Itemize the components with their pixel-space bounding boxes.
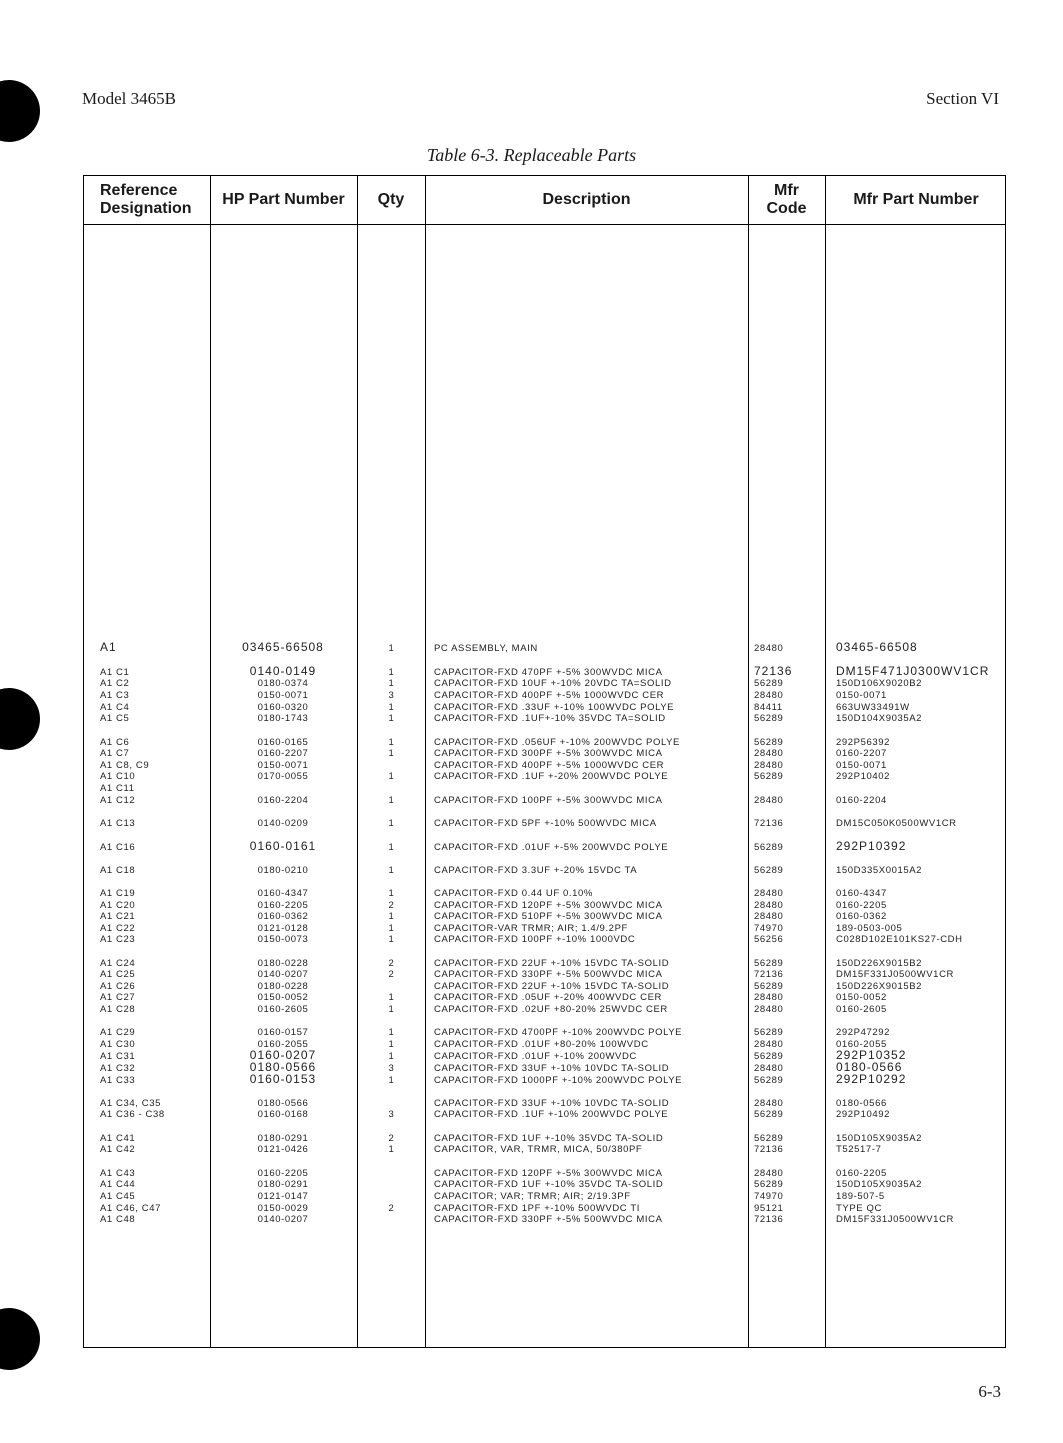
table-cell-ref: A1 C1 xyxy=(100,667,130,678)
table-cell-qty: 2 xyxy=(388,900,395,911)
table-cell-desc: CAPACITOR-FXD 1UF +-10% 35VDC TA-SOLID xyxy=(434,1179,664,1190)
table-cell-hp: 0150-0073 xyxy=(257,934,309,945)
table-cell-hp: 0140-0207 xyxy=(257,969,309,980)
table-cell-code: 56289 xyxy=(754,737,784,748)
table-cell-mfr: 292P10492 xyxy=(836,1109,891,1120)
table-cell-hp: 0160-0157 xyxy=(257,1027,309,1038)
table-cell-qty: 1 xyxy=(388,865,395,876)
table-cell-qty: 1 xyxy=(388,923,395,934)
table-cell-code: 56289 xyxy=(754,713,784,724)
table-cell-hp: 03465-66508 xyxy=(242,640,324,654)
table-cell-desc: CAPACITOR-FXD .05UF +-20% 400WVDC CER xyxy=(434,992,662,1003)
table-cell-desc: CAPACITOR-FXD 22UF +-10% 15VDC TA-SOLID xyxy=(434,958,670,969)
table-cell-ref: A1 C31 xyxy=(100,1051,136,1062)
table-cell-desc: CAPACITOR-FXD .33UF +-10% 100WVDC POLYE xyxy=(434,702,675,713)
table-cell-hp: 0121-0426 xyxy=(257,1144,309,1155)
table-cell-hp: 0160-0362 xyxy=(257,911,309,922)
table-cell-ref: A1 C25 xyxy=(100,969,136,980)
table-cell-mfr: DM15F331J0500WV1CR xyxy=(836,969,954,980)
table-cell-desc: CAPACITOR-FXD 4700PF +-10% 200WVDC POLYE xyxy=(434,1027,683,1038)
table-cell-code: 56289 xyxy=(754,1133,784,1144)
table-cell-desc: CAPACITOR-FXD .1UF +-10% 200WVDC POLYE xyxy=(434,1109,669,1120)
table-cell-qty: 1 xyxy=(388,1075,395,1086)
table-cell-code: 56256 xyxy=(754,934,784,945)
table-cell-code: 28480 xyxy=(754,748,784,759)
table-cell-mfr: 0160-2605 xyxy=(836,1004,887,1015)
table-cell-code: 56289 xyxy=(754,1109,784,1120)
table-cell-qty: 3 xyxy=(388,1109,395,1120)
table-cell-mfr: 292P10392 xyxy=(836,839,907,853)
table-cell-code: 56289 xyxy=(754,865,784,876)
table-cell-qty: 1 xyxy=(388,934,395,945)
header-hp-part-number: HP Part Number xyxy=(222,191,345,208)
table-cell-ref: A1 C32 xyxy=(100,1063,136,1074)
table-cell-desc: CAPACITOR-FXD 330PF +-5% 500WVDC MICA xyxy=(434,969,663,980)
table-cell-qty: 3 xyxy=(388,1063,395,1074)
header-reference-designation: Reference Designation xyxy=(100,182,192,217)
table-cell-hp: 0180-0291 xyxy=(257,1179,309,1190)
table-cell-desc: CAPACITOR-FXD 100PF +-10% 1000VDC xyxy=(434,934,636,945)
table-cell-ref: A1 C29 xyxy=(100,1027,136,1038)
table-cell-qty: 1 xyxy=(388,795,395,806)
table-cell-mfr: 0160-2207 xyxy=(836,748,887,759)
table-cell-mfr: 0150-0071 xyxy=(836,760,887,771)
table-cell-code: 28480 xyxy=(754,1063,784,1074)
table-cell-hp: 0150-0052 xyxy=(257,992,309,1003)
table-cell-qty: 1 xyxy=(388,702,395,713)
table-cell-hp: 0160-2205 xyxy=(257,1168,309,1179)
table-cell-code: 72136 xyxy=(754,1144,784,1155)
table-cell-code: 28480 xyxy=(754,900,784,911)
table-cell-desc: CAPACITOR-FXD .02UF +80-20% 25WVDC CER xyxy=(434,1004,668,1015)
table-cell-hp: 0150-0029 xyxy=(257,1203,309,1214)
header-mfr-code: Mfr Code xyxy=(766,182,807,217)
table-cell-desc: CAPACITOR-FXD 1PF +-10% 500WVDC TI xyxy=(434,1203,640,1214)
header-mfr-part-number: Mfr Part Number xyxy=(853,191,979,208)
table-cell-ref: A1 C48 xyxy=(100,1214,136,1225)
table-cell-mfr: T52517-7 xyxy=(836,1144,882,1155)
table-cell-desc: CAPACITOR-FXD .1UF +-20% 200WVDC POLYE xyxy=(434,771,669,782)
table-cell-mfr: DM15C050K0500WV1CR xyxy=(836,818,957,829)
table-cell-ref: A1 C33 xyxy=(100,1075,136,1086)
table-cell-mfr: 150D104X9035A2 xyxy=(836,713,923,724)
table-cell-hp: 0140-0149 xyxy=(249,664,317,678)
table-cell-desc: CAPACITOR, VAR, TRMR, MICA, 50/380PF xyxy=(434,1144,643,1155)
table-cell-qty: 3 xyxy=(388,690,395,701)
table-cell-desc: CAPACITOR-FXD 510PF +-5% 300WVDC MICA xyxy=(434,911,663,922)
table-cell-hp: 0160-0168 xyxy=(257,1109,309,1120)
table-cell-hp: 0160-2205 xyxy=(257,900,309,911)
table-cell-qty: 1 xyxy=(388,818,395,829)
table-cell-qty: 2 xyxy=(388,969,395,980)
table-cell-qty: 1 xyxy=(388,678,395,689)
table-cell-ref: A1 C4 xyxy=(100,702,130,713)
column-divider xyxy=(748,176,749,1347)
table-cell-code: 56289 xyxy=(754,958,784,969)
table-cell-desc: CAPACITOR-FXD 300PF +-5% 300WVDC MICA xyxy=(434,748,663,759)
table-cell-qty: 1 xyxy=(388,911,395,922)
table-cell-desc: CAPACITOR-FXD 1UF +-10% 35VDC TA-SOLID xyxy=(434,1133,664,1144)
table-cell-desc: CAPACITOR-FXD 100PF +-5% 300WVDC MICA xyxy=(434,795,663,806)
table-cell-qty: 1 xyxy=(388,888,395,899)
table-cell-mfr: 189-0503-005 xyxy=(836,923,903,934)
table-cell-desc: CAPACITOR-FXD 330PF +-5% 500WVDC MICA xyxy=(434,1214,663,1225)
table-cell-mfr: DM15F331J0500WV1CR xyxy=(836,1214,954,1225)
table-cell-ref: A1 C21 xyxy=(100,911,136,922)
table-cell-desc: CAPACITOR-FXD .056UF +-10% 200WVDC POLYE xyxy=(434,737,680,748)
table-cell-code: 28480 xyxy=(754,1098,784,1109)
table-cell-desc: CAPACITOR-FXD .1UF+-10% 35VDC TA=SOLID xyxy=(434,713,666,724)
table-cell-ref: A1 C10 xyxy=(100,771,136,782)
table-cell-qty: 1 xyxy=(388,748,395,759)
table-cell-hp: 0180-1743 xyxy=(257,713,309,724)
table-cell-ref: A1 C23 xyxy=(100,934,136,945)
table-cell-hp: 0160-0153 xyxy=(249,1072,317,1086)
table-cell-ref: A1 C43 xyxy=(100,1168,136,1179)
column-divider xyxy=(425,176,426,1347)
table-cell-qty: 1 xyxy=(388,667,395,678)
table-cell-ref: A1 xyxy=(100,640,117,654)
binder-hole-bottom xyxy=(0,1308,40,1370)
table-cell-code: 28480 xyxy=(754,992,784,1003)
table-cell-mfr: C028D102E101KS27-CDH xyxy=(836,934,963,945)
table-cell-code: 72136 xyxy=(754,1214,784,1225)
table-cell-qty: 1 xyxy=(388,1051,395,1062)
table-cell-code: 28480 xyxy=(754,911,784,922)
table-cell-qty: 1 xyxy=(388,1039,395,1050)
table-cell-ref: A1 C30 xyxy=(100,1039,136,1050)
table-cell-ref: A1 C3 xyxy=(100,690,130,701)
table-cell-ref: A1 C6 xyxy=(100,737,130,748)
table-cell-hp: 0180-0374 xyxy=(257,678,309,689)
table-cell-qty: 1 xyxy=(388,737,395,748)
header-description: Description xyxy=(542,191,631,208)
table-title: Table 6-3. Replaceable Parts xyxy=(426,145,637,165)
table-cell-hp: 0121-0128 xyxy=(257,923,309,934)
table-cell-hp: 0160-2605 xyxy=(257,1004,309,1015)
table-cell-code: 72136 xyxy=(754,818,784,829)
table-cell-desc: CAPACITOR-FXD 10UF +-10% 20VDC TA=SOLID xyxy=(434,678,672,689)
table-cell-mfr: 292P47292 xyxy=(836,1027,891,1038)
table-cell-hp: 0180-0566 xyxy=(257,1098,309,1109)
table-cell-mfr: 03465-66508 xyxy=(836,640,918,654)
table-cell-desc: CAPACITOR-FXD 3.3UF +-20% 15VDC TA xyxy=(434,865,638,876)
table-cell-qty: 1 xyxy=(388,1144,395,1155)
table-cell-mfr: 150D226X9015B2 xyxy=(836,981,923,992)
table-cell-code: 72136 xyxy=(754,969,784,980)
table-cell-mfr: 150D106X9020B2 xyxy=(836,678,923,689)
table-cell-desc: CAPACITOR-FXD .01UF +-5% 200WVDC POLYE xyxy=(434,842,669,853)
table-cell-mfr: 0180-0566 xyxy=(836,1098,887,1109)
table-cell-desc: CAPACITOR-FXD 33UF +-10% 10VDC TA-SOLID xyxy=(434,1063,670,1074)
table-cell-mfr: TYPE QC xyxy=(836,1203,882,1214)
table-cell-qty: 1 xyxy=(388,771,395,782)
table-cell-mfr: 0160-2204 xyxy=(836,795,887,806)
table-cell-mfr: 0180-0566 xyxy=(836,1060,903,1074)
table-cell-code: 95121 xyxy=(754,1203,784,1214)
table-cell-ref: A1 C2 xyxy=(100,678,130,689)
table-cell-hp: 0180-0228 xyxy=(257,981,309,992)
table-cell-code: 28480 xyxy=(754,795,784,806)
table-cell-qty: 1 xyxy=(388,643,395,654)
table-cell-ref: A1 C26 xyxy=(100,981,136,992)
table-cell-code: 56289 xyxy=(754,981,784,992)
table-cell-ref: A1 C20 xyxy=(100,900,136,911)
table-cell-desc: CAPACITOR; VAR; TRMR; AIR; 2/19.3PF xyxy=(434,1191,631,1202)
table-cell-qty: 2 xyxy=(388,1203,395,1214)
table-cell-ref: A1 C11 xyxy=(100,783,135,794)
table-cell-hp: 0160-2207 xyxy=(257,748,309,759)
table-cell-code: 56289 xyxy=(754,842,784,853)
table-cell-code: 56289 xyxy=(754,1075,784,1086)
table-cell-qty: 2 xyxy=(388,958,395,969)
table-cell-mfr: 292P10292 xyxy=(836,1072,907,1086)
table-cell-desc: CAPACITOR-FXD .01UF +80-20% 100WVDC xyxy=(434,1039,649,1050)
parts-table xyxy=(83,175,1006,1348)
column-divider xyxy=(357,176,358,1347)
table-cell-code: 56289 xyxy=(754,1179,784,1190)
table-cell-desc: CAPACITOR-FXD 120PF +-5% 300WVDC MICA xyxy=(434,900,663,911)
table-cell-ref: A1 C28 xyxy=(100,1004,136,1015)
table-cell-mfr: 292P56392 xyxy=(836,737,891,748)
table-cell-mfr: 150D105X9035A2 xyxy=(836,1133,923,1144)
table-cell-mfr: 292P10352 xyxy=(836,1048,907,1062)
table-cell-code: 28480 xyxy=(754,690,784,701)
table-cell-hp: 0180-0210 xyxy=(257,865,309,876)
table-cell-mfr: 0160-0362 xyxy=(836,911,887,922)
table-cell-desc: CAPACITOR-FXD 470PF +-5% 300WVDC MICA xyxy=(434,667,663,678)
table-cell-code: 74970 xyxy=(754,1191,784,1202)
table-cell-mfr: 0150-0071 xyxy=(836,690,887,701)
table-cell-ref: A1 C16 xyxy=(100,842,136,853)
table-cell-ref: A1 C34, C35 xyxy=(100,1098,161,1109)
table-cell-mfr: 150D335X0015A2 xyxy=(836,865,923,876)
table-cell-qty: 1 xyxy=(388,713,395,724)
section-header: Section VI xyxy=(926,89,999,108)
page-number: 6-3 xyxy=(978,1382,1001,1401)
table-cell-mfr: 0160-4347 xyxy=(836,888,887,899)
table-cell-code: 28480 xyxy=(754,1039,784,1050)
model-header: Model 3465B xyxy=(82,89,176,108)
table-cell-code: 74970 xyxy=(754,923,784,934)
table-cell-hp: 0150-0071 xyxy=(257,690,309,701)
table-cell-hp: 0140-0209 xyxy=(257,818,309,829)
table-cell-mfr: 150D105X9035A2 xyxy=(836,1179,923,1190)
table-cell-hp: 0180-0228 xyxy=(257,958,309,969)
table-cell-ref: A1 C44 xyxy=(100,1179,136,1190)
table-cell-hp: 0160-4347 xyxy=(257,888,309,899)
table-cell-ref: A1 C18 xyxy=(100,865,136,876)
table-cell-hp: 0160-2055 xyxy=(257,1039,309,1050)
table-cell-desc: CAPACITOR-FXD 5PF +-10% 500WVDC MICA xyxy=(434,818,657,829)
table-cell-code: 28480 xyxy=(754,1004,784,1015)
table-cell-code: 28480 xyxy=(754,643,784,654)
table-cell-mfr: 150D226X9015B2 xyxy=(836,958,923,969)
table-cell-ref: A1 C24 xyxy=(100,958,136,969)
table-cell-ref: A1 C36 - C38 xyxy=(100,1109,165,1120)
table-cell-ref: A1 C5 xyxy=(100,713,130,724)
table-cell-ref: A1 C12 xyxy=(100,795,136,806)
table-cell-ref: A1 C45 xyxy=(100,1191,136,1202)
table-cell-mfr: 292P10402 xyxy=(836,771,891,782)
table-cell-hp: 0150-0071 xyxy=(257,760,309,771)
table-cell-desc: PC ASSEMBLY, MAIN xyxy=(434,643,538,654)
table-cell-desc: CAPACITOR-FXD 1000PF +-10% 200WVDC POLYE xyxy=(434,1075,683,1086)
table-cell-hp: 0170-0055 xyxy=(257,771,309,782)
header-qty: Qty xyxy=(377,191,405,208)
table-cell-ref: A1 C13 xyxy=(100,818,136,829)
table-cell-hp: 0160-2204 xyxy=(257,795,309,806)
table-cell-mfr: DM15F471J0300WV1CR xyxy=(836,664,990,678)
table-cell-ref: A1 C8, C9 xyxy=(100,760,150,771)
binder-hole-middle xyxy=(0,688,40,750)
table-cell-mfr: 663UW33491W xyxy=(836,702,910,713)
table-cell-code: 84411 xyxy=(754,702,783,713)
table-cell-code: 28480 xyxy=(754,1168,784,1179)
table-cell-desc: CAPACITOR-VAR TRMR; AIR; 1.4/9.2PF xyxy=(434,923,628,934)
table-cell-desc: CAPACITOR-FXD .01UF +-10% 200WVDC xyxy=(434,1051,637,1062)
table-cell-desc: CAPACITOR-FXD 33UF +-10% 10VDC TA-SOLID xyxy=(434,1098,670,1109)
table-cell-desc: CAPACITOR-FXD 120PF +-5% 300WVDC MICA xyxy=(434,1168,663,1179)
table-cell-qty: 2 xyxy=(388,1133,395,1144)
table-cell-mfr: 189-507-5 xyxy=(836,1191,885,1202)
table-cell-desc: CAPACITOR-FXD 22UF +-10% 15VDC TA-SOLID xyxy=(434,981,670,992)
table-cell-hp: 0121-0147 xyxy=(257,1191,309,1202)
table-cell-desc: CAPACITOR-FXD 400PF +-5% 1000WVDC CER xyxy=(434,690,665,701)
table-cell-ref: A1 C7 xyxy=(100,748,130,759)
table-cell-ref: A1 C42 xyxy=(100,1144,136,1155)
table-cell-code: 28480 xyxy=(754,760,784,771)
table-cell-qty: 1 xyxy=(388,1004,395,1015)
table-cell-hp: 0180-0566 xyxy=(249,1060,317,1074)
table-cell-hp: 0180-0291 xyxy=(257,1133,309,1144)
table-cell-code: 56289 xyxy=(754,1027,784,1038)
table-cell-hp: 0160-0320 xyxy=(257,702,309,713)
table-cell-code: 28480 xyxy=(754,888,784,899)
table-cell-code: 72136 xyxy=(754,664,793,678)
table-cell-hp: 0160-0161 xyxy=(249,839,317,853)
table-cell-qty: 1 xyxy=(388,992,395,1003)
table-cell-code: 56289 xyxy=(754,1051,784,1062)
table-cell-ref: A1 C46, C47 xyxy=(100,1203,161,1214)
table-cell-hp: 0160-0165 xyxy=(257,737,309,748)
table-cell-mfr: 0160-2055 xyxy=(836,1039,887,1050)
table-cell-mfr: 0150-0052 xyxy=(836,992,887,1003)
table-cell-ref: A1 C41 xyxy=(100,1133,136,1144)
table-cell-mfr: 0160-2205 xyxy=(836,1168,887,1179)
table-cell-code: 56289 xyxy=(754,771,784,782)
table-cell-qty: 1 xyxy=(388,1027,395,1038)
table-cell-desc: CAPACITOR-FXD 400PF +-5% 1000WVDC CER xyxy=(434,760,665,771)
table-cell-hp: 0160-0207 xyxy=(249,1048,317,1062)
table-cell-qty: 1 xyxy=(388,842,395,853)
header-divider xyxy=(84,224,1005,225)
table-cell-ref: A1 C27 xyxy=(100,992,136,1003)
table-cell-code: 56289 xyxy=(754,678,784,689)
table-cell-hp: 0140-0207 xyxy=(257,1214,309,1225)
column-divider xyxy=(825,176,826,1347)
table-cell-mfr: 0160-2205 xyxy=(836,900,887,911)
table-cell-ref: A1 C22 xyxy=(100,923,136,934)
table-cell-ref: A1 C19 xyxy=(100,888,136,899)
table-cell-desc: CAPACITOR-FXD 0.44 UF 0.10% xyxy=(434,888,593,899)
binder-hole-top xyxy=(0,80,40,142)
